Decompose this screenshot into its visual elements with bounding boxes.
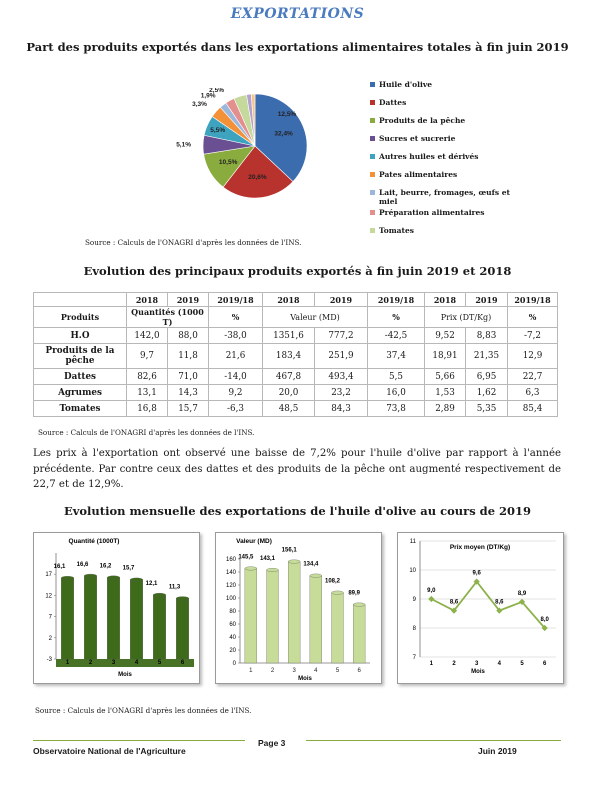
y-tick-label: 40	[229, 635, 236, 641]
x-tick-label: 1	[65, 660, 70, 666]
y-tick-label: 160	[225, 557, 236, 563]
table-title: Evolution des principaux produits exportés à fin juin 2019 et 2018	[83, 264, 512, 278]
bar-cap	[61, 576, 74, 580]
table-source: Source : Calculs de l'ONAGRI d'après les données de l'INS.	[38, 428, 255, 437]
value-chart-box	[215, 532, 382, 684]
footer-date: Juin 2019	[478, 746, 517, 756]
value-bar-chart	[216, 533, 381, 683]
legend-label: Autres huiles et dérivés	[379, 152, 479, 161]
pie-value-label	[222, 88, 237, 89]
x-tick-label: 4	[497, 661, 502, 667]
bar-cap	[332, 591, 344, 595]
bar	[332, 593, 344, 663]
y-tick-label: 120	[225, 583, 236, 589]
y-tick-label: 60	[229, 622, 236, 628]
analysis-paragraph: Les prix à l'exportation ont observé une baisse de 7,2% pour l'huile d'olive par rapport à l'année précédente. Par contre ceux des dattes et des produits de la pêche ont augmenté respectivement de 22,7 et de 12,9%.	[33, 448, 561, 490]
legend-swatch	[370, 100, 375, 105]
table-cell: 2018	[425, 293, 466, 307]
x-tick-label: 5	[335, 668, 340, 674]
bar	[267, 570, 279, 663]
legend-swatch	[370, 154, 375, 159]
point-value-label: 8,6	[449, 599, 459, 606]
legend-item	[370, 226, 570, 244]
table-header-cell: Produits	[34, 307, 127, 328]
x-tick-label: 3	[292, 668, 296, 674]
table-cell: 2019/18	[508, 293, 558, 307]
table-header-cell: %	[209, 307, 263, 328]
legend-swatch	[370, 228, 375, 233]
y-tick-label: 2	[48, 635, 52, 642]
point-value-label: 8,0	[540, 617, 549, 623]
chart-title: Quantité (1000T)	[68, 538, 120, 545]
pie-chart	[120, 88, 350, 223]
point-value-label: 8,6	[495, 599, 504, 606]
bar-cap	[267, 568, 279, 572]
table-header-cell: %	[508, 307, 558, 328]
pie-value-label: 12,5%	[277, 111, 297, 118]
bar	[353, 605, 365, 663]
y-tick-label: 12	[45, 593, 52, 600]
table-cell: 2018	[263, 293, 315, 307]
bar-value-label: 143,1	[259, 555, 276, 562]
price-line	[431, 582, 544, 628]
bar-value-label: 11,3	[168, 584, 181, 591]
legend-label: Huile d'olive	[379, 80, 432, 89]
legend-item	[370, 188, 570, 208]
bar-value-label: 12,1	[145, 580, 158, 587]
x-axis-label: Mois	[471, 669, 485, 675]
bar-cap	[353, 603, 365, 607]
bar-cap	[153, 593, 166, 597]
x-tick-label: 2	[452, 661, 456, 667]
y-tick-label: 7	[412, 655, 416, 661]
bar-cap	[107, 576, 120, 580]
y-tick-label: 100	[225, 596, 236, 602]
point-value-label: 9,0	[427, 588, 436, 594]
price-line-chart	[398, 533, 563, 683]
legend-label: Sucres et sucrerie	[379, 134, 456, 143]
bar-cap	[84, 574, 97, 578]
pie-value-label: 2,5%	[209, 88, 224, 95]
axis-floor	[56, 659, 194, 667]
bar-value-label: 89,9	[348, 590, 361, 597]
x-tick-label: 6	[542, 661, 547, 667]
quantity-chart-box	[33, 532, 200, 684]
table-row: Dattes 82,6 71,0 -14,0 467,8 493,4 5,5 5,66 6,95 22,7	[34, 369, 558, 385]
legend-item	[370, 152, 570, 170]
table-year-row	[34, 293, 558, 307]
chart-title: Prix moyen (DT/Kg)	[449, 544, 511, 551]
x-tick-label: 3	[111, 660, 116, 666]
pie-value-label: 1,9%	[200, 92, 216, 100]
table-row: H.O 142,0 88,0 -38,0 1351,6 777,2 -42,5 9,52 8,83 -7,2	[34, 328, 558, 344]
pie-value-label: 10,5%	[218, 158, 238, 166]
bar-cap	[288, 560, 300, 564]
bar	[84, 576, 97, 659]
bar-value-label: 108,2	[324, 578, 341, 585]
bar-value-label: 16,2	[99, 563, 112, 570]
x-tick-label: 5	[520, 661, 524, 667]
table-header-row	[34, 307, 558, 328]
table-header-cell: %	[368, 307, 425, 328]
y-tick-label: -3	[46, 657, 52, 663]
table-row: Tomates 16,8 15,7 -6,3 48,5 84,3 73,8 2,89 5,35 85,4	[34, 401, 558, 417]
legend-swatch	[370, 172, 375, 177]
table-header-cell: Prix (DT/Kg)	[425, 307, 508, 328]
legend-label: Pates alimentaires	[379, 170, 458, 179]
table-row: Produits de la pêche 9,7 11,8 21,6 183,4 251,9 37,4 18,91 21,35 12,9	[34, 344, 558, 369]
footer-page: Page 3	[258, 738, 286, 748]
table-cell: 2019/18	[368, 293, 425, 307]
bar-value-label: 156,1	[281, 547, 297, 554]
table-cell: 2018	[127, 293, 168, 307]
y-tick-label: 8	[412, 626, 416, 632]
point-value-label: 8,9	[517, 590, 527, 597]
table-header-cell: Valeur (MD)	[263, 307, 368, 328]
x-tick-label: 6	[357, 668, 361, 674]
y-tick-label: 11	[409, 539, 416, 545]
legend-swatch	[370, 210, 375, 215]
bar-cap	[176, 597, 189, 601]
y-tick-label: 0	[232, 661, 236, 667]
monthly-source: Source : Calculs de l'ONAGRI d'après les données de l'INS.	[35, 706, 252, 715]
bar-cap	[245, 567, 257, 571]
table-header-cell: Quantités (1000 T)	[127, 307, 209, 328]
y-tick-label: 9	[412, 597, 416, 603]
footer-rule-left	[33, 740, 245, 741]
pie-chart-title: Part des produits exportés dans les exportations alimentaires totales à fin juin 2019	[26, 40, 569, 54]
legend-item	[370, 116, 570, 134]
point-value-label: 9,6	[472, 570, 481, 577]
x-tick-label: 4	[134, 660, 139, 666]
footer-org: Observatoire National de l'Agriculture	[33, 746, 186, 756]
legend-label: Tomates	[379, 226, 414, 235]
legend-item	[370, 80, 570, 98]
footer-rule-right	[306, 740, 561, 741]
legend-label: Produits de la pêche	[379, 116, 466, 125]
pie-value-label: 3,3%	[192, 100, 207, 108]
chart-title: Valeur (MD)	[236, 538, 272, 545]
y-tick-label: 10	[409, 568, 416, 574]
table-cell: 2019	[168, 293, 209, 307]
bar	[61, 578, 74, 659]
legend-swatch	[370, 136, 375, 141]
pie-value-label: 5,1%	[176, 141, 192, 149]
x-tick-label: 2	[270, 668, 275, 674]
x-tick-label: 1	[429, 661, 434, 667]
x-axis-label: Mois	[118, 672, 132, 678]
table-row: Agrumes 13,1 14,3 9,2 20,0 23,2 16,0 1,53 1,62 6,3	[34, 385, 558, 401]
legend-swatch	[370, 118, 375, 123]
monthly-title: Evolution mensuelle des exportations de l'huile d'olive au cours de 2019	[63, 504, 532, 518]
x-tick-label: 2	[88, 660, 93, 666]
legend-swatch	[370, 190, 375, 195]
x-tick-label: 6	[180, 660, 185, 666]
pie-value-label: 20,6%	[248, 174, 267, 182]
pie-source: Source : Calculs de l'ONAGRI d'après les données de l'INS.	[85, 238, 302, 247]
pie-legend	[370, 80, 570, 244]
page-title: EXPORTATIONS	[230, 6, 365, 22]
quantity-bar-chart	[34, 533, 199, 683]
bar-value-label: 145,5	[238, 554, 254, 561]
y-tick-label: 140	[225, 570, 236, 576]
pie-value-label: 5,5%	[210, 127, 226, 135]
bar-value-label: 15,7	[122, 565, 135, 572]
exports-table	[33, 292, 558, 417]
bar	[176, 598, 189, 659]
x-tick-label: 3	[474, 661, 479, 667]
legend-item	[370, 98, 570, 116]
x-tick-label: 4	[314, 668, 318, 674]
y-tick-label: 20	[229, 648, 236, 654]
y-tick-label: 7	[48, 614, 52, 621]
table-cell	[34, 293, 127, 307]
y-tick-label: 80	[229, 609, 236, 615]
table-cell: 2019	[466, 293, 508, 307]
table-cell: 2019/18	[209, 293, 263, 307]
bar-cap	[310, 574, 322, 578]
pie-value-label: 32,4%	[274, 130, 293, 138]
legend-label: Préparation alimentaires	[379, 208, 485, 217]
legend-item	[370, 208, 570, 226]
bar-cap	[130, 578, 143, 582]
bar	[310, 576, 322, 663]
bar	[153, 595, 166, 659]
bar-value-label: 16,1	[53, 564, 66, 571]
x-tick-label: 1	[249, 668, 253, 674]
y-tick-label: 17	[45, 572, 52, 579]
legend-swatch	[370, 82, 375, 87]
bar-value-label: 16,6	[76, 561, 89, 568]
x-axis-label: Mois	[298, 676, 312, 682]
bar	[288, 562, 300, 663]
bar	[245, 568, 257, 663]
line-point	[428, 596, 434, 602]
bar-value-label: 134,4	[303, 561, 319, 568]
bar	[107, 578, 120, 659]
legend-label: Dattes	[379, 98, 407, 107]
legend-label: Lait, beurre, fromages, œufs et miel	[379, 188, 510, 206]
table-cell: 2019	[315, 293, 368, 307]
legend-item	[370, 170, 570, 188]
price-chart-box	[397, 532, 564, 684]
legend-item	[370, 134, 570, 152]
bar	[130, 580, 143, 659]
x-tick-label: 5	[157, 660, 162, 666]
